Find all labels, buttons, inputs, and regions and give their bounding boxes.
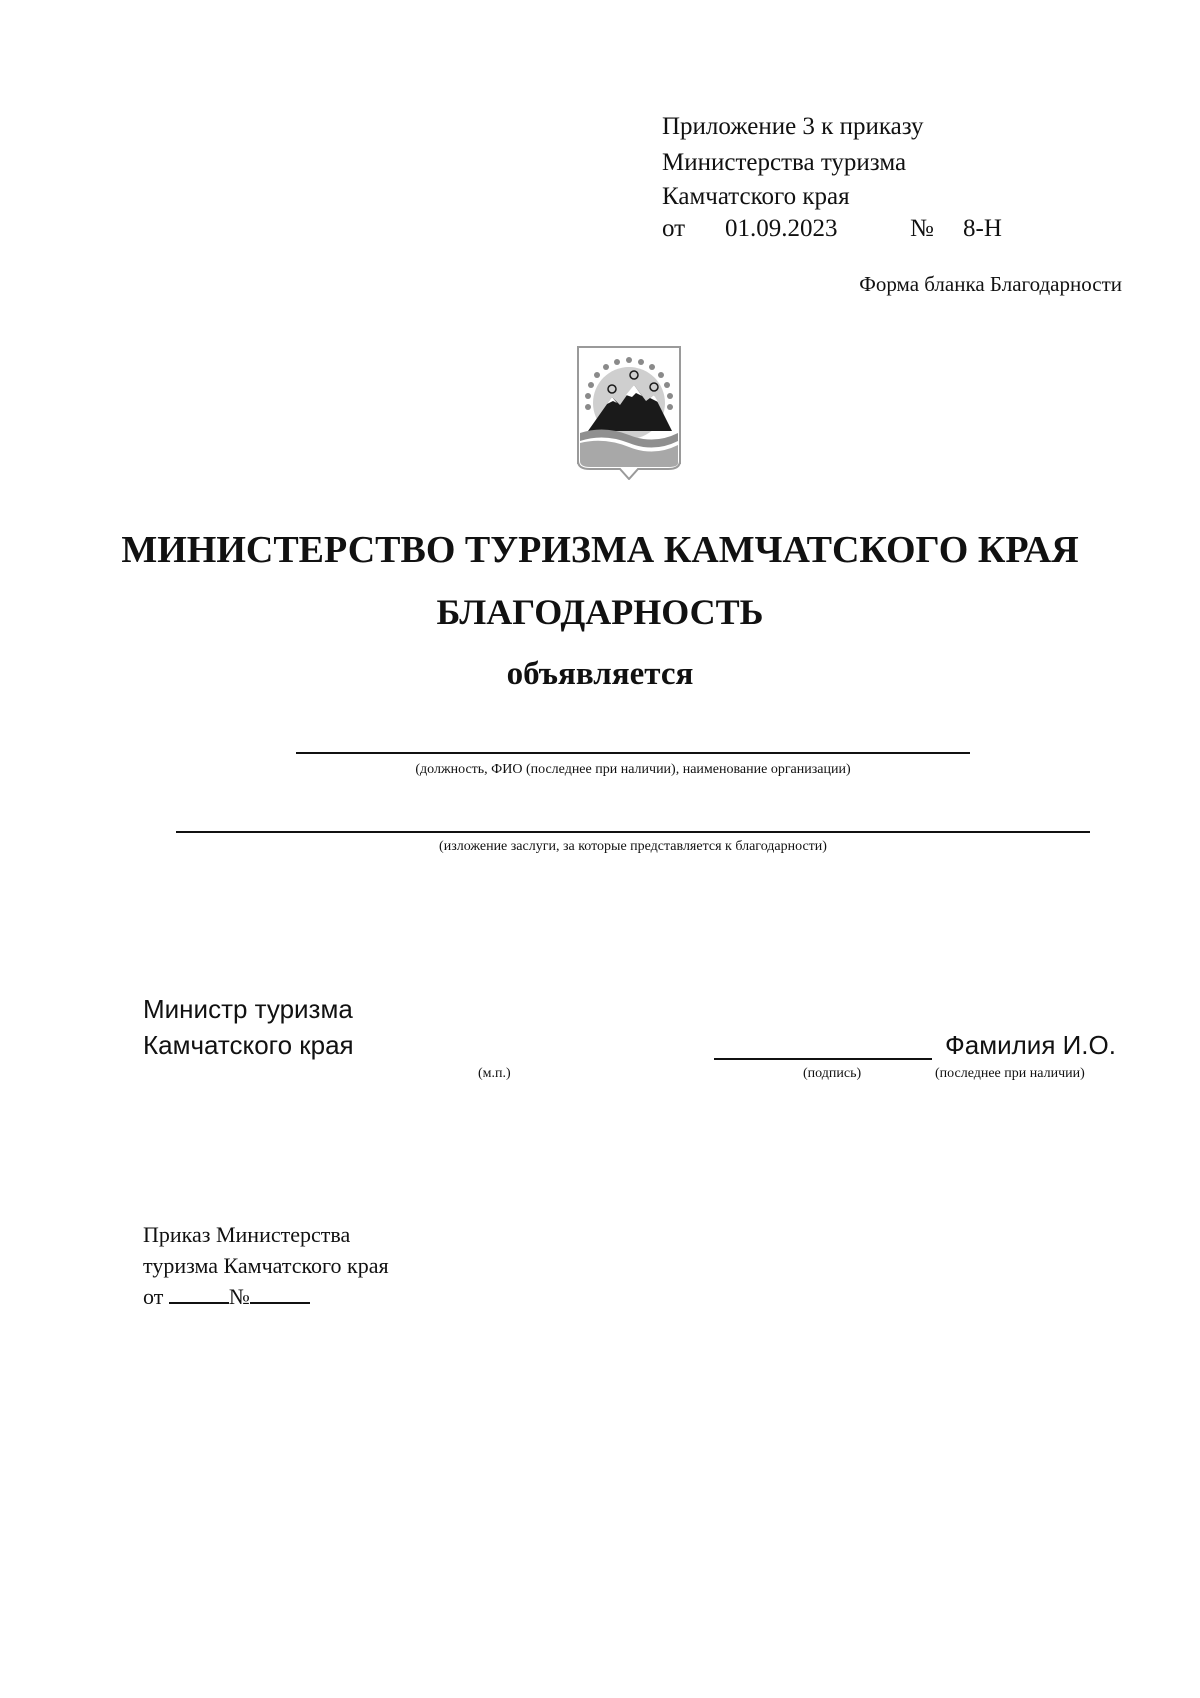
signatory-name: Фамилия И.О. (945, 1030, 1116, 1060)
order-date-prefix: от (143, 1284, 164, 1309)
signatory-position-line-1: Министр туризма (143, 994, 353, 1024)
order-line-2: туризма Камчатского края (143, 1253, 389, 1278)
appendix-date-prefix: от (662, 215, 686, 242)
ministry-heading: МИНИСТЕРСТВО ТУРИЗМА КАМЧАТСКОГО КРАЯ (121, 529, 1079, 571)
signature-line (714, 1058, 932, 1060)
order-line-1: Приказ Министерства (143, 1222, 351, 1247)
merit-line (176, 831, 1090, 833)
order-date-blank (169, 1284, 229, 1304)
order-number-sign: № (228, 1284, 250, 1309)
appendix-number: 8-Н (963, 215, 1002, 242)
recipient-caption: (должность, ФИО (последнее при наличии), наименование организации) (415, 762, 851, 777)
appendix-number-sign: № (910, 215, 934, 242)
form-label: Форма бланка Благодарности (859, 272, 1122, 296)
appendix-line-2: Министерства туризма (662, 149, 907, 176)
document-title: БЛАГОДАРНОСТЬ (436, 592, 764, 632)
appendix-date: 01.09.2023 (725, 215, 838, 242)
signature-caption: (подпись) (803, 1066, 862, 1081)
document-subtitle: объявляется (506, 656, 694, 692)
order-number-blank (250, 1284, 310, 1304)
signatory-position-line-2: Камчатского края (143, 1030, 354, 1060)
recipient-line (296, 752, 970, 754)
appendix-line-1: Приложение 3 к приказу (662, 113, 924, 140)
merit-caption: (изложение заслуги, за которые представляется к благодарности) (439, 839, 827, 854)
coat-of-arms-emblem (576, 345, 682, 480)
order-date-line (143, 1281, 310, 1312)
appendix-line-3: Камчатского края (662, 183, 850, 210)
seal-caption: (м.п.) (478, 1066, 511, 1081)
signatory-name-caption: (последнее при наличии) (935, 1066, 1085, 1081)
